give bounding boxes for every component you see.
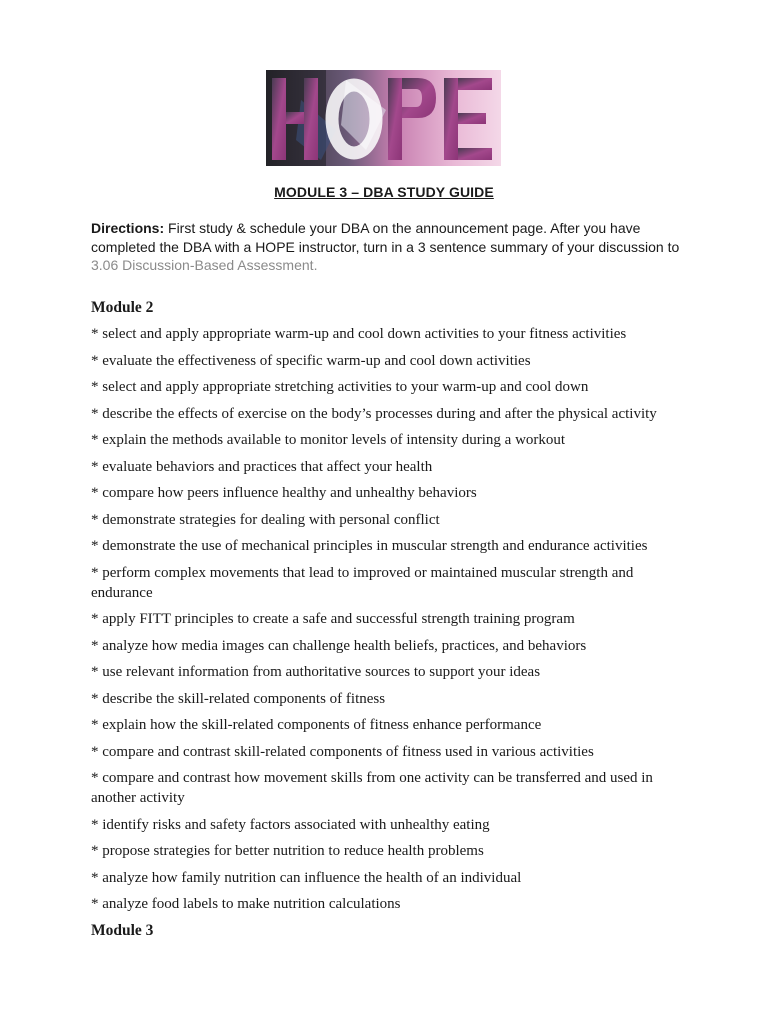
objective-item: * describe the effects of exercise on the body’s processes during and after the physical activity (91, 405, 657, 422)
objective-item: * compare and contrast how movement skills from one activity can be transferred and used in another activity (91, 770, 653, 806)
objective-item: * demonstrate strategies for dealing with personal conflict (91, 511, 440, 528)
assessment-link[interactable]: 3.06 Discussion-Based Assessment (91, 257, 314, 273)
objective-item: * apply FITT principles to create a safe and successful strength training program (91, 611, 575, 627)
section-heading-module-3: Module 3 (91, 921, 154, 939)
objective-item: * evaluate behaviors and practices that affect your health (91, 458, 433, 475)
objective-item: * evaluate the effectiveness of specific warm-up and cool down activities (91, 352, 531, 369)
page-title: MODULE 3 – DBA STUDY GUIDE (274, 184, 494, 200)
objective-item: * compare how peers influence healthy and unhealthy behaviors (91, 485, 477, 501)
objective-item: * compare and contrast skill-related components of fitness used in various activities (91, 743, 594, 760)
objective-item: * analyze how family nutrition can influence the health of an individual (91, 869, 522, 886)
objective-item: * analyze food labels to make nutrition calculations (91, 896, 401, 912)
directions-label: Directions: (91, 220, 165, 236)
objective-item: * demonstrate the use of mechanical principles in muscular strength and endurance activities (91, 538, 648, 554)
objective-item: * explain how the skill-related components of fitness enhance performance (91, 717, 542, 733)
objective-item: * explain the methods available to monitor levels of intensity during a workout (91, 432, 566, 448)
hope-logo (266, 70, 501, 166)
objective-item: * analyze how media images can challenge health beliefs, practices, and behaviors (91, 637, 587, 654)
objective-item: * select and apply appropriate warm-up and cool down activities to your fitness activities (91, 326, 627, 342)
study-guide-content (91, 298, 681, 947)
objective-item: * propose strategies for better nutrition to reduce health problems (91, 843, 484, 859)
objective-item: * describe the skill-related components of fitness (91, 690, 386, 707)
objective-item: * identify risks and safety factors associated with unhealthy eating (91, 816, 490, 833)
directions-text: First study & schedule your DBA on the announcement page. After you have completed the DBA with a HOPE instructor, turn in a 3 sentence summary of your discussion to (91, 220, 680, 255)
objective-item: * use relevant information from authoritative sources to support your ideas (91, 664, 541, 680)
directions-end: . (313, 257, 318, 273)
objective-item: * select and apply appropriate stretching activities to your warm-up and cool down (91, 379, 589, 395)
directions-paragraph (91, 219, 681, 275)
objective-item: * perform complex movements that lead to improved or maintained muscular strength and endurance (91, 564, 634, 601)
section-heading-module-2: Module 2 (91, 299, 154, 316)
